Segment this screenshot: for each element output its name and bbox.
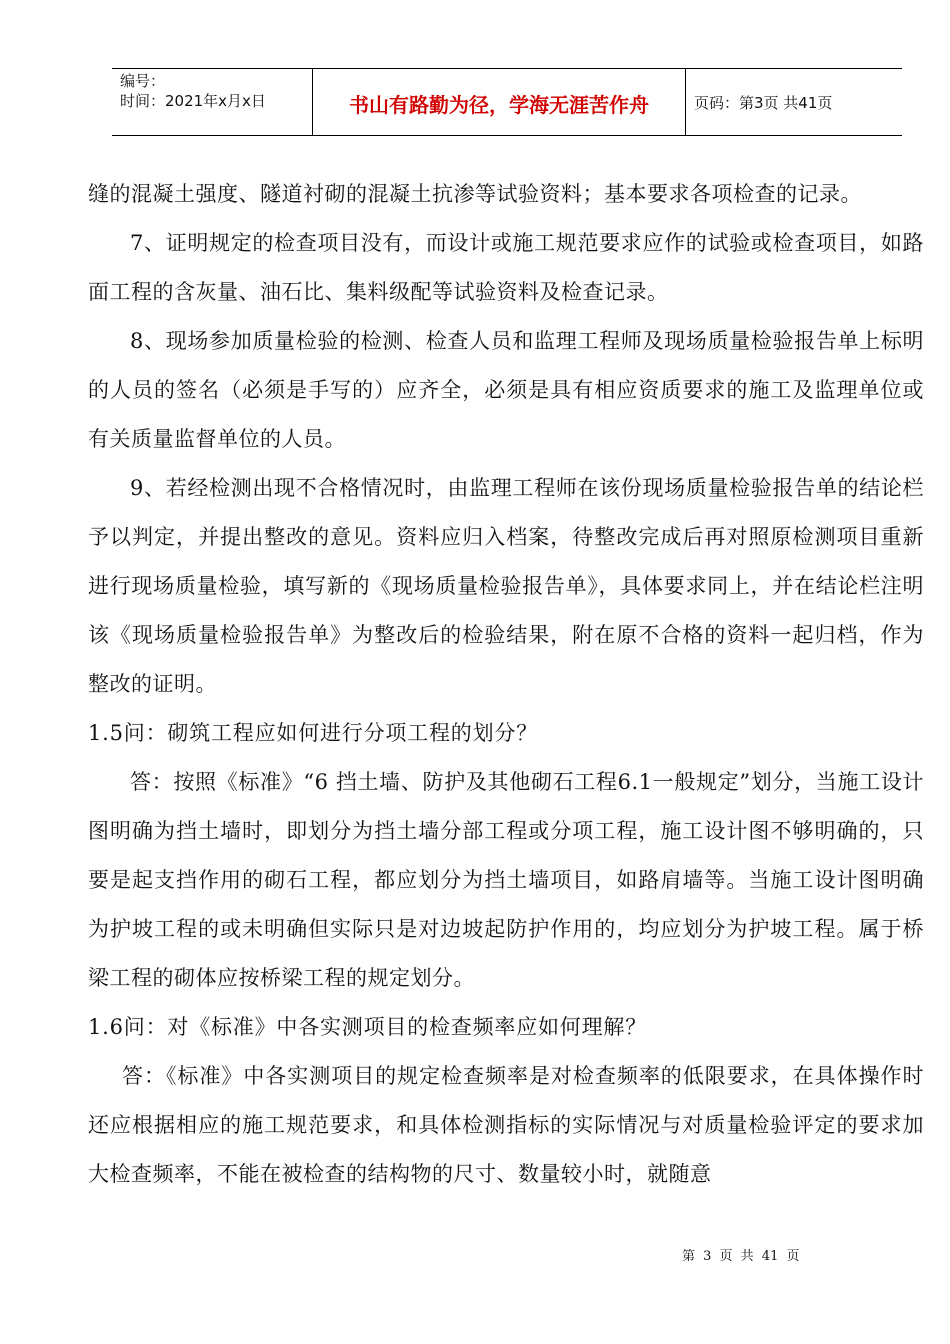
paragraph-item-9: 9、若经检测出现不合格情况时，由监理工程师在该份现场质量检验报告单的结论栏予以判定，并提出整改的意见。资料应归入档案，待整改完成后再对照原检测项目重新进行现场质量检验，填写新的《现场质量检验报告单》，具体要求同上，并在结论栏注明该《现场质量检验报告单》为整改后的检验结果，附在原不合格的资料一起归档，作为整改的证明。 xyxy=(88,476,924,696)
header-page-number: 页码：第3页 共41页 xyxy=(694,93,833,112)
header-time: 时间：2021年x月x日 xyxy=(120,92,266,110)
question-1-5: 1.5问：砌筑工程应如何进行分项工程的划分？ xyxy=(88,721,538,745)
answer-1-5: 答：按照《标准》“6 挡土墙、防护及其他砌石工程6.1一般规定”划分，当施工设计图明确为挡土墙时，即划分为挡土墙分部工程或分项工程，施工设计图不够明确的，只要是起支挡作用的砌石工程，都应划分为挡土墙项目，如路肩墙等。当施工设计图明确为护坡工程的或未明确但实际只是对边坡起防护作用的，均应划分为护坡工程。属于桥梁工程的砌体应按桥梁工程的规定划分。 xyxy=(88,770,924,990)
page-footer: 第 3 页 共 41 页 xyxy=(682,1249,800,1264)
question-1-6: 1.6问：对《标准》中各实测项目的检查频率应如何理解？ xyxy=(88,1015,647,1039)
paragraph-continuation: 缝的混凝土强度、隧道衬砌的混凝土抗渗等试验资料；基本要求各项检查的记录。 xyxy=(88,182,862,206)
header-meta xyxy=(112,69,312,135)
paragraph-item-7: 7、证明规定的检查项目没有，而设计或施工规范要求应作的试验或检查项目，如路面工程的含灰量、油石比、集料级配等试验资料及检查记录。 xyxy=(88,231,924,304)
answer-1-6: 答：《标准》中各实测项目的规定检查频率是对检查频率的低限要求，在具体操作时还应根据相应的施工规范要求，和具体检测指标的实际情况与对质量检验评定的要求加大检查频率，不能在被检查的结构物的尺寸、数量较小时，就随意 xyxy=(88,1064,924,1186)
header-motto: 书山有路勤为径，学海无涯苦作舟 xyxy=(312,69,686,135)
document-body xyxy=(88,170,924,1199)
header-number: 编号： xyxy=(120,72,166,90)
page-header xyxy=(112,68,902,136)
paragraph-item-8: 8、现场参加质量检验的检测、检查人员和监理工程师及现场质量检验报告单上标明的人员的签名（必须是手写的）应齐全，必须是具有相应资质要求的施工及监理单位或有关质量监督单位的人员。 xyxy=(88,329,924,451)
